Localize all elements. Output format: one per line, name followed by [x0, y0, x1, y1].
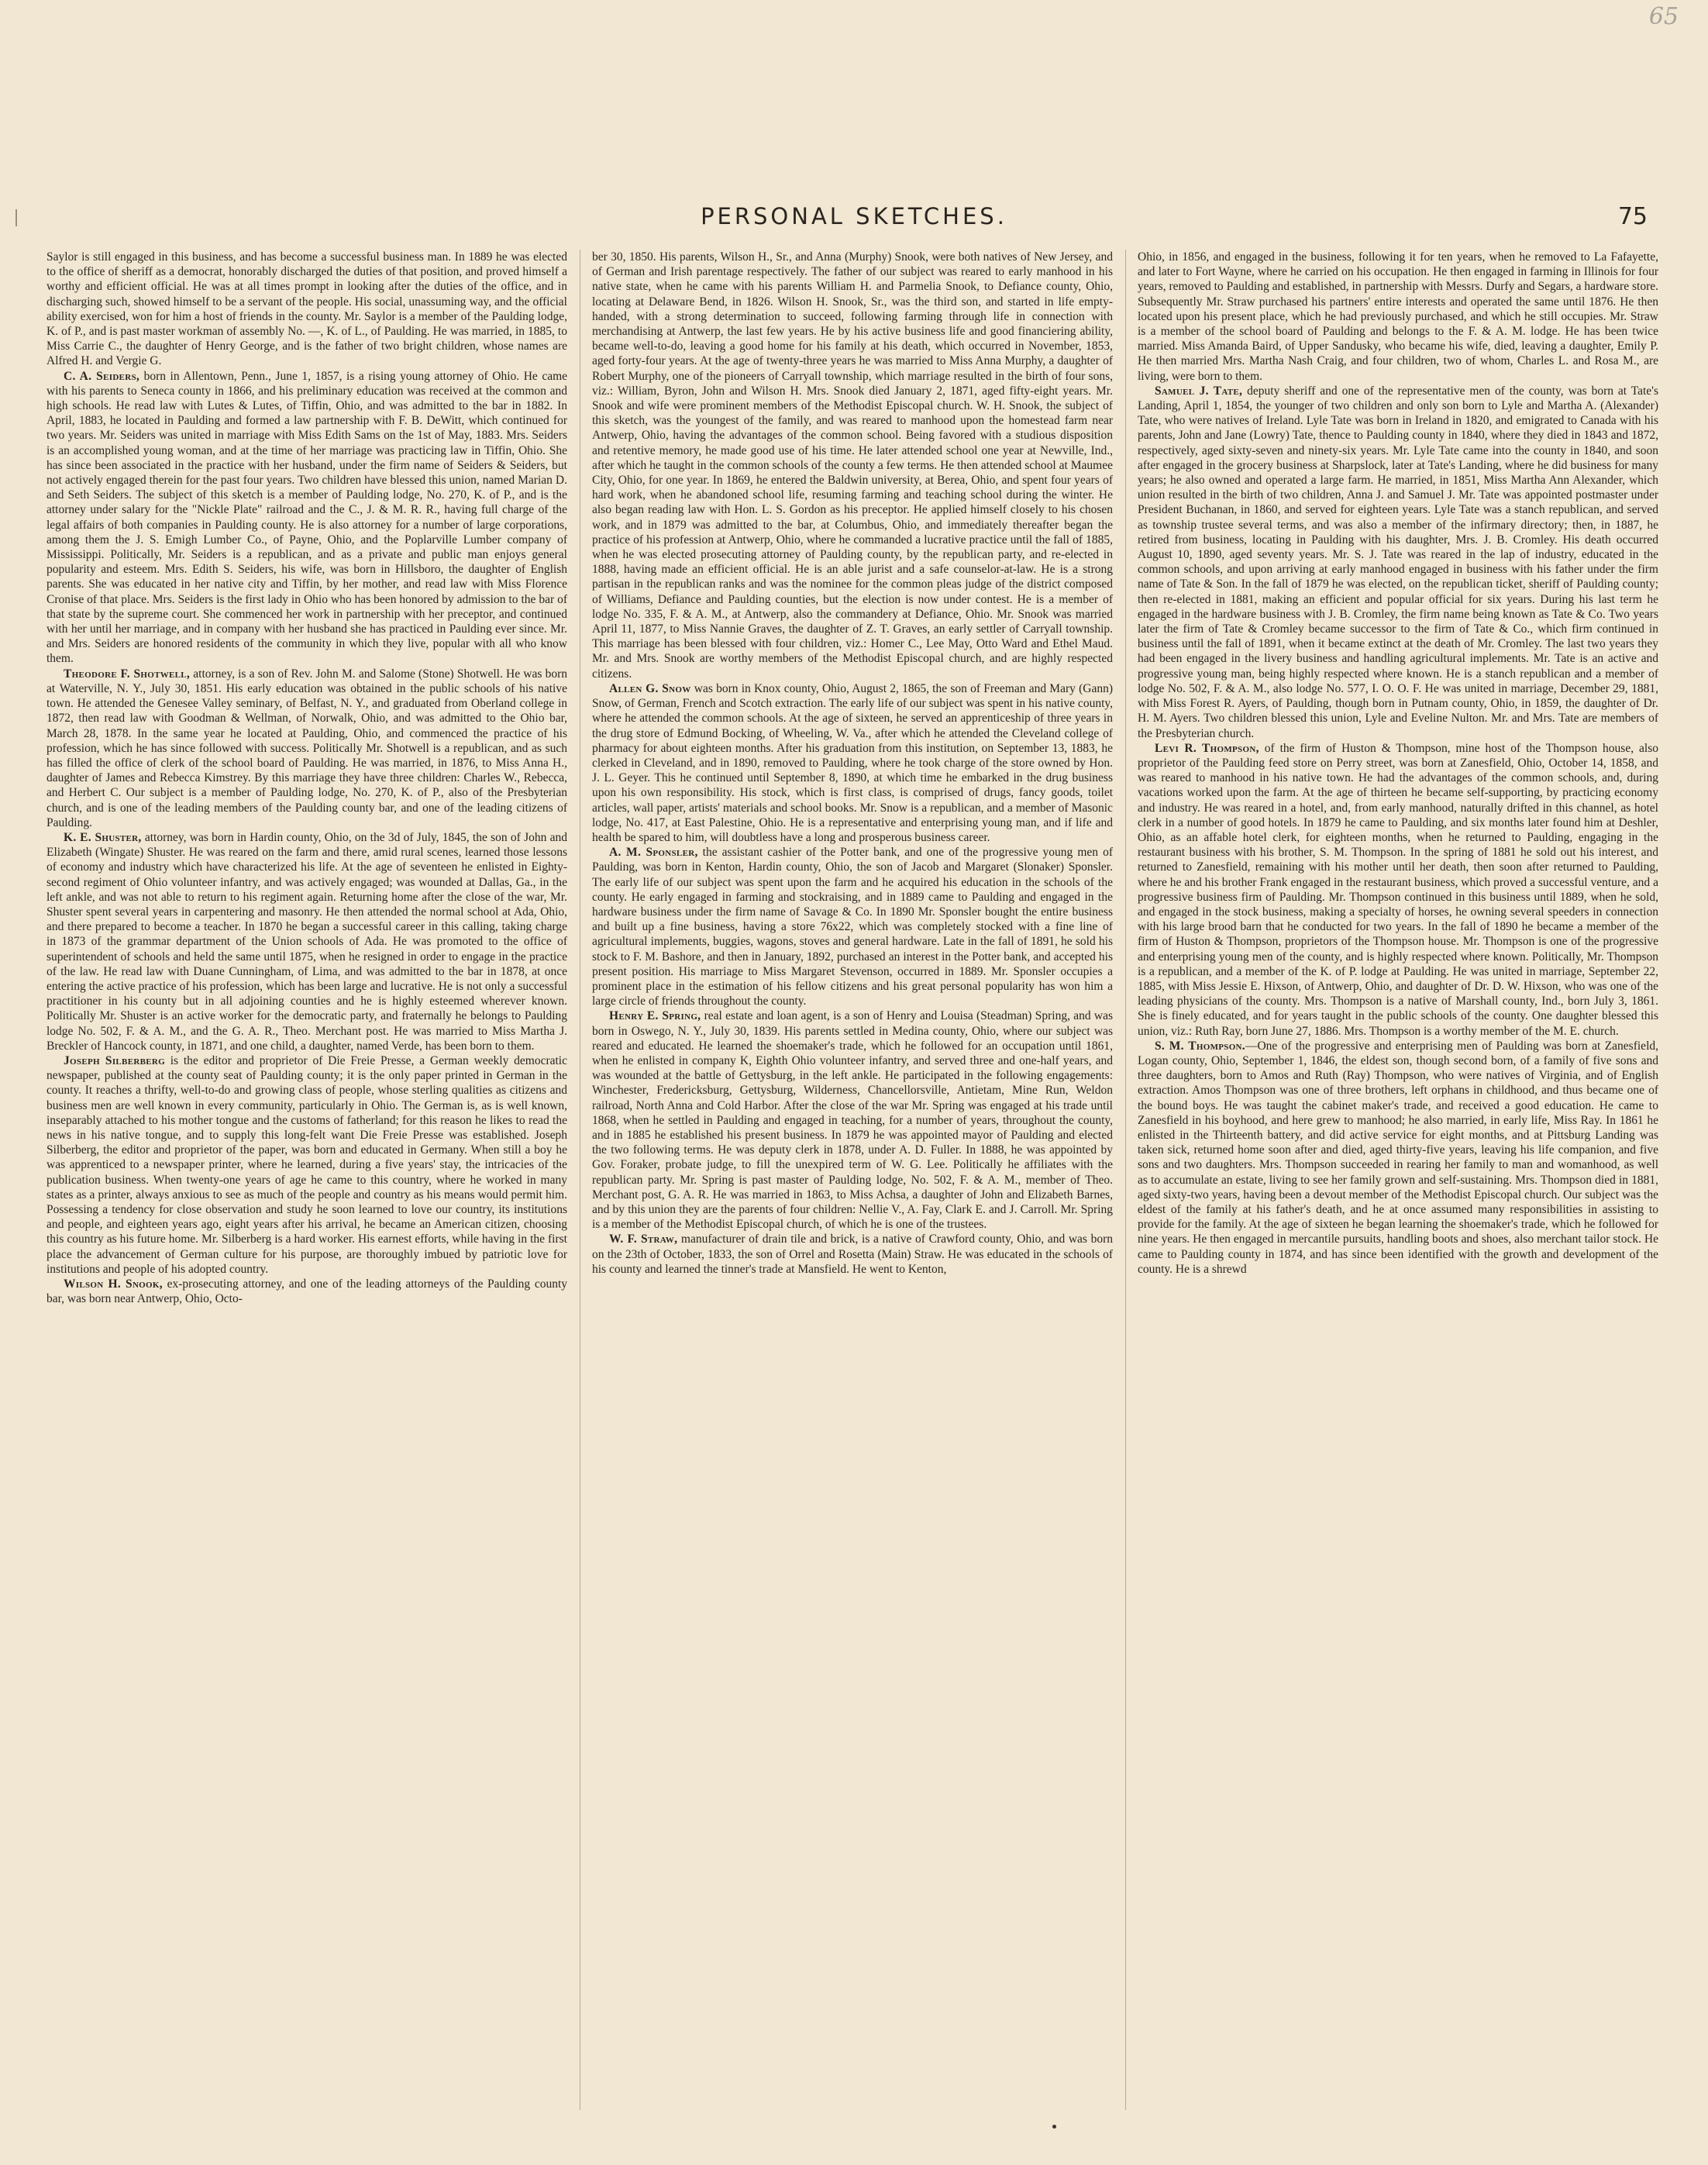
sketch-paragraph [46, 369, 567, 667]
paragraph-text: is the editor and proprietor of Die Freie Presse, a German weekly democratic newspaper, published at the county seat of Paulding county; it is the only paper printed in German in the county. It reaches a thrifty, well-to-do and growing class of people, whose sterling qualities as citizens and business men are well known in every community, particularly in Ohio. The German is, as is well known, inseparably attached to his mother tongue and the customs of fatherland; for this reason he likes to read the news in his native tongue, and to supply this long-felt want Die Freie Presse was established. Joseph Silberberg, the editor and proprietor of the paper, was born and educated in Germany. When still a boy he was apprenticed to a newspaper printer, where he learned, during a five years' stay, the intricacies of the publication business. When twenty-one years of age he came to this country, where he worked in many states as a printer, always anxious to see as much of the people and country as his means would permit him. Possessing a tendency for close observation and study he soon learned to love our country, its institutions and people, and eighteen years ago, eight years after his arrival, he became an American citizen, choosing this country as his future home. Mr. Silberberg is a hard worker. His earnest efforts, while having in the first place the advancement of German culture for his purpose, are thoroughly imbued by patriotic love for institutions and people of his adopted country. [46, 1053, 567, 1276]
paragraph-text: real estate and loan agent, is a son of Henry and Louisa (Steadman) Spring, and was born in Oswego, N. Y., July 30, 1839. His parents settled in Medina county, Ohio, where our subject was reared and educated. He learned the shoemaker's trade, which he followed for an occupation until 1861, when he enlisted in company K, Eighth Ohio volunteer infantry, and served three and one-half years, and was wounded at the battle of Gettysburg, in the left ankle. He participated in the following engagements: Winchester, Fredericksburg, Gettysburg, Wilderness, Chancellorsville, Antietam, Mine Run, Weldon railroad, North Anna and Cold Harbor. After the close of the war Mr. Spring was engaged at his trade until 1868, when he settled in Paulding and engaged in teaching, for a number of years, throughout the county, and in 1885 he established his present business. In 1879 he was appointed mayor of Paulding and elected the two following terms. He was deputy clerk in 1878, under A. D. Fuller. In 1888, he was appointed by Gov. Foraker, probate judge, to fill the unexpired term of W. G. Lee. Politically he affiliates with the republican party. Mr. Spring is past master of Paulding lodge, No. 502, F. & A. M., member of Theo. Merchant post, G. A. R. He was married in 1863, to Miss Achsa, a daughter of John and Elizabeth Barnes, and by this union they are the parents of four children: Nellie V., A. Fay, Clark E. and J. Carroll. Mr. Spring is a member of the Methodist Episcopal church, of which he is one of the trustees. [592, 1009, 1113, 1232]
sketch-paragraph [592, 1008, 1113, 1232]
text-column-2 [592, 250, 1113, 2125]
text-columns [46, 250, 1658, 2125]
page-title: PERSONAL SKETCHES. [701, 203, 1007, 229]
sketch-paragraph [46, 1053, 567, 1277]
text-column-1 [46, 250, 567, 2125]
person-name: C. A. Seiders, [64, 369, 140, 383]
sketch-paragraph [1138, 250, 1658, 384]
sketch-paragraph [46, 1277, 567, 1306]
print-dot [1052, 2125, 1056, 2129]
sketch-paragraph [1138, 1039, 1658, 1277]
sketch-paragraph [1138, 384, 1658, 741]
sketch-paragraph [46, 667, 567, 830]
paragraph-text: —One of the progressive and enterprising men of Paulding was born at Zanesfield, Logan county, Ohio, September 1, 1846, the eldest son, though second born, of a family of five sons and three daughters, born to Amos and Ruth (Ray) Thompson, who were natives of Virginia, and of English extraction. Amos Thompson was one of three brothers, left orphans in childhood, and thus became one of the bound boys. He was taught the cabinet maker's trade, and received a good education. He came to Zanesfield in his boyhood, and here grew to manhood; he also married, in early life, Miss Ray. In 1861 he enlisted in the Thirteenth battery, and did active service for eight months, and at Pittsburg Landing was taken sick, returned home soon after and died, aged thirty-five years, leaving his life companion, and five sons and two daughters. Mrs. Thompson succeeded in rearing her family to man and womanhood, as well as to accumulate an estate, living to see her family grown and self-sustaining. Mrs. Thompson died in 1881, aged sixty-two years, having been a devout member of the Methodist Episcopal church. Our subject was the eldest of the family at his father's death, and he at once assumed many responsibilities in assisting to provide for the family. At the age of sixteen he began learning the shoemaker's trade, which he followed for nine years. He then engaged in mercantile pursuits, handling boots and shoes, also merchant tailor stock. He came to Paulding county in 1874, and has since been identified with the growth and development of the county. He is a shrewd [1138, 1039, 1658, 1276]
person-name: Henry E. Spring, [609, 1009, 701, 1023]
person-name: S. M. Thompson. [1155, 1039, 1245, 1053]
page-header [46, 203, 1662, 237]
paragraph-text: born in Allentown, Penn., June 1, 1857, is a rising young attorney of Ohio. He came with his parents to Seneca county in 1866, and his preliminary education was received at the common and high schools. He read law with Lutes & Lutes, of Tiffin, Ohio, and was admitted to the bar in 1882. In April, 1883, he located in Paulding and formed a law partnership with F. B. DeWitt, which continued for two years. Mr. Seiders was united in marriage with Miss Edith Sams on the 1st of May, 1883. Mrs. Seiders is an accomplished young woman, and at the time of her marriage was practicing law in Tiffin, Ohio. She has since been associated in the practice with her husband, under the firm name of Seiders & Seiders, but not actively engaged therein for the past four years. Two children have blessed this union, named Marian D. and Seth Seiders. The subject of this sketch is a member of Paulding lodge, No. 270, K. of P., and is the attorney under salary for the "Nickle Plate" railroad and the C., J. & M. R. R., having full charge of the legal affairs of both companies in Paulding county. He is also attorney for a number of large corporations, among them the J. S. Emigh Lumber Co., of Payne, Ohio, and the Poplarville Lumber company of Mississippi. Politically, Mr. Seiders is a republican, and as a private and public man enjoys general popularity and esteem. Mrs. Edith S. Seiders, his wife, was born in Hillsboro, the daughter of English parents. She was educated in her native city and Tiffin, by her mother, and read law with Miss Florence Cronise of that place. Mrs. Seiders is the first lady in Ohio who has been honored by admission to the bar of that state by the supreme court. She commenced her work in partnership with her preceptor, and continued with her until her marriage, and in company with her husband she has practiced in Paulding ever since. Mr. and Mrs. Seiders are honored residents of the community in which they live, popular with all who know them. [46, 369, 567, 666]
person-name: A. M. Sponsler, [609, 846, 698, 860]
person-name: Theodore F. Shotwell, [64, 667, 191, 681]
page-number: 75 [1617, 203, 1648, 230]
person-name: Joseph Silberberg [64, 1053, 165, 1067]
paragraph-text: was born in Knox county, Ohio, August 2, 1865, the son of Freeman and Mary (Gann) Snow, of German, French and Scotch extraction. The early life of our subject was spent in his native county, where he attended the common schools. At the age of sixteen, he served an apprenticeship of three years in the drug store of Edmund Bocking, of Wheeling, W. Va., after which he attended the Cleveland college of pharmacy for about eighteen months. After his graduation from this institution, on September 13, 1883, he clerked in Cleveland, and in 1890, removed to Paulding, where he took charge of the store owned by Hon. J. L. Geyer. This he continued until September 8, 1890, at which time he embarked in the drug business upon his own responsibility. His stock, which is first class, is comprised of drugs, fancy goods, toilet articles, wall paper, artists' materials and school books. Mr. Snow is a republican, and a member of Masonic lodge, No. 417, at East Palestine, Ohio. He is a representative and enterprising young man, and if life and health be spared to him, will doubtless have a long and prosperous business career. [592, 681, 1113, 844]
sketch-paragraph [592, 845, 1113, 1008]
sketch-paragraph [46, 830, 567, 1053]
person-name: Levi R. Thompson, [1155, 741, 1259, 755]
paragraph-text: Ohio, in 1856, and engaged in the business, following it for ten years, when he removed to La Fafayette, and later to Fort Wayne, where he carried on his occupation. He then engaged in farming in Illinois for four years, removed to Paulding and established, in partnership with Messrs. Durfy and Segars, a hardware store. Subsequently Mr. Straw purchased his partners' entire interests and operated the same until 1876. He then located upon his present place, which he had previously purchased, and which he still occupies. Mr. Straw is a member of the school board of Paulding and belongs to the F. & A. M. lodge. He has been twice married. Miss Amanda Baird, of Upper Sandusky, who became his wife, died, leaving a daughter, Emily P. He then married Mrs. Martha Nash Craig, and four children, two of whom, Charles L. and Rosa M., are living, were born to them. [1138, 250, 1658, 383]
paragraph-text: of the firm of Huston & Thompson, mine host of the Thompson house, also proprietor of the Paulding feed store on Perry street, was born at Zanesfield, Ohio, October 14, 1858, and was reared to manhood in his native town. He had the advantages of the common schools, and, during vacations worked upon the farm. At the age of thirteen he became self-supporting, by practicing economy and industry. He was reared in a hotel, and, from early manhood, naturally drifted in this channel, as hotel clerk in a number of good hotels. In 1879 he came to Paulding, and six months later found him at Deshler, Ohio, as an affable hotel clerk, for eighteen months, when he returned to Paulding, engaging in the restaurant business with his brother, S. M. Thompson. In the spring of 1881 he sold out his interest, and returned to Zanesfield, remaining with his mother until her death, then soon after returned to Paulding, where he and his brother Frank engaged in the restaurant business, which proved a successful venture, and a progressive business firm of Paulding. Mr. Thompson continued in this business until 1889, when he sold, and engaged in the stock business, making a specialty of horses, he owning several speeders in connection with his large brood barn that he conducted for two years. In the fall of 1890 he became a member of the firm of Huston & Thompson, proprietors of the Thompson house. Mr. Thompson is one of the progressive and enterprising young men of the county, and is highly respected where known. Politically, Mr. Thompson is a republican, and a member of the K. of P. lodge at Paulding. He was united in marriage, September 22, 1885, with Miss Jessie E. Hixson, of Antwerp, Ohio, and daughter of Dr. D. W. Hixson, who was one of the leading physicians of the county. Mrs. Thompson is a native of Marshall county, Ind., born July 3, 1861. She is finely educated, and for years taught in the public schools of the county. One daughter blessed this union, viz.: Ruth Ray, born June 27, 1886. Mrs. Thompson is a worthy member of the M. E. church. [1138, 741, 1658, 1038]
paragraph-text: the assistant cashier of the Potter bank, and one of the progressive young men of Paulding, was born in Kenton, Hardin county, Ohio, the son of Jacob and Margaret (Slonaker) Sponsler. The early life of our subject was spent upon the farm and he acquired his education in the schools of the county. He early engaged in farming and stockraising, and in 1889 came to Paulding and engaged in the hardware business under the firm name of Savage & Co. In 1890 Mr. Sponsler bought the entire business and built up a fine business, having a store 76x22, which was completely stocked with a fine line of agricultural implements, buggies, wagons, stoves and general hardware. Late in the fall of 1891, he sold his stock to F. M. Bashore, and then in January, 1892, purchased an interest in the Potter bank, and accepted his present position. His marriage to Miss Margaret Stevenson, occurred in 1889. Mr. Sponsler occupies a prominent place in the estimation of his fellow citizens and his great personal popularity has won him a large circle of friends throughout the county. [592, 846, 1113, 1008]
paragraph-text: ber 30, 1850. His parents, Wilson H., Sr., and Anna (Murphy) Snook, were both natives of New Jersey, and of German and Irish parentage respectively. The father of our subject was reared to early manhood in his native state, when he came with his parents William H. and Parmelia Snook, to Defiance county, Ohio, locating at Delaware Bend, in 1826. Wilson H. Snook, Sr., was the third son, and started in life empty-handed, with a strong determination to succeed, following farming through life in connection with merchandising at Antwerp, the last few years. He by his active business life and good financiering ability, became well-to-do, leaving a good home for his family at his death, which occurred in November, 1853, aged forty-four years. At the age of twenty-three years he was married to Miss Anna Murphy, a daughter of Robert Murphy, one of the pioneers of Carryall township, which marriage resulted in the birth of four sons, viz.: William, Byron, John and Wilson H. Mrs. Snook died January 2, 1871, aged fifty-eight years. Mr. Snook and wife were prominent members of the Methodist Episcopal church. W. H. Snook, the subject of this sketch, was the youngest of the family, and was reared to manhood upon the homestead farm near Antwerp, Ohio, having the advantages of the common school. Being favored with a studious disposition and retentive memory, he made good use of his time. He later attended school one year at Newville, Ind., after which he taught in the common schools of the county a few terms. He then attended school at Maumee City, Ohio, for one year. In 1869, he entered the Baldwin university, at Berea, Ohio, and spent four years of hard work, when he abandoned school life, resuming farming and teaching school during the winter. He also began reading law with Hon. L. S. Gordon as his preceptor. He applied himself closely to his chosen work, and in 1879 was admitted to the bar, at Columbus, Ohio, and immediately thereafter began the practice of his profession at Antwerp, Ohio, where he commanded a lucrative practice until the fall of 1885, when he was elected prosecuting attorney of Paulding county, by the republican party, and re-elected in 1888, having made an efficient official. He is an able jurist and a safe counselor-at-law. He is a strong partisan in the republican ranks and was the nominee for the common pleas judge of the district composed of Williams, Defiance and Paulding counties, but the election is now under contest. He is a member of lodge No. 335, F. & A. M., at Antwerp, also the commandery at Defiance, Ohio. Mr. Snook was married April 11, 1877, to Miss Nannie Graves, the daughter of Z. T. Graves, an early settler of Carryall township. This marriage has been blessed with four children, viz.: Homer C., Lee May, Otto Ward and Ethel Maud. Mr. and Mrs. Snook are worthy members of the Methodist Episcopal church, and are highly respected citizens. [592, 250, 1113, 681]
sketch-paragraph [1138, 741, 1658, 1039]
person-name: Samuel J. Tate, [1155, 384, 1243, 398]
paragraph-text: manufacturer of drain tile and brick, is a native of Crawford county, Ohio, and was born on the 23th of October, 1833, the son of Orrel and Rosetta (Main) Straw. He was educated in the schools of his county and learned the tinner's trade at Mansfield. He went to Kenton, [592, 1232, 1113, 1276]
paragraph-text: ex-prosecuting attorney, and one of the leading attorneys of the Paulding county bar, was born near Antwerp, Ohio, Octo- [46, 1277, 567, 1306]
paragraph-text: Saylor is still engaged in this business, and has become a successful business man. In 1889 he was elected to the office of sheriff as a democrat, honorably discharged the duties of that position, and proved himself a worthy and efficient official. He was at all times prompt in looking after the duties of the office, and in discharging such, showed himself to be a servant of the people. His social, unassuming way, and the official ability exercised, won for him a host of friends in the county. Mr. Saylor is a member of the Paulding lodge, K. of P., and is past master workman of assembly No. —, K. of L., of Paulding. He was married, in 1885, to Miss Carrie C., the daughter of Henry George, and is the father of two bright children, whose names are Alfred H. and Vergie G. [46, 250, 567, 368]
pencil-page-mark: 65 [1648, 3, 1679, 30]
sketch-paragraph [592, 1232, 1113, 1277]
paragraph-text: attorney, is a son of Rev. John M. and Salome (Stone) Shotwell. He was born at Waterville, N. Y., July 30, 1851. His early education was obtained in the public schools of his native town. He attended the Genesee Valley seminary, of Belfast, N. Y., and graduated from Oberland college in 1872, then read law with Goodman & Wellman, of Norwalk, Ohio, and was admitted to the Ohio bar, March 28, 1878. In the same year he located at Paulding, Ohio, and commenced the practice of his profession, which he has since followed with success. Politically Mr. Shotwell is a republican, and as such has filled the office of clerk of the school board of Paulding. He was married, in 1876, to Miss Anna H., daughter of James and Rebecca Kimstrey. By this marriage they have three children: Charles W., Rebecca, and Herbert C. Our subject is a member of Paulding lodge, No. 270, K. of P., also of the Presbyterian church, and is one of the leading members of the Paulding county bar, and one of the leading citizens of Paulding. [46, 667, 567, 829]
paragraph-text: attorney, was born in Hardin county, Ohio, on the 3d of July, 1845, the son of John and Elizabeth (Wingate) Shuster. He was reared on the farm and there, amid rural scenes, learned those lessons of economy and industry which have characterized his life. At the age of seventeen he enlisted in Eighty-second regiment of Ohio volunteer infantry, and was actively engaged; was wounded at Dallas, Ga., in the left ankle, and was not able to return to his regiment again. Returning home after the close of the war, Mr. Shuster spent several years in carpentering and masonry. He then attended the normal school at Ada, Ohio, and there prepared to become a teacher. In 1870 he began a successful career in this calling, taking charge in 1873 of the grammar department of the Union schools of Ada. He was promoted to the office of superintendent of schools and held the same until 1875, when he resigned in order to engage in the practice of the law. He read law with Duane Cunningham, of Lima, and was admitted to the bar in 1878, at once entering the active practice of his profession, which has been large and lucrative. He is not only a successful practitioner in his county but in all adjoining counties and he is highly esteemed wherever known. Politically Mr. Shuster is an active worker for the democratic party, and fraternally he belongs to Paulding lodge No. 502, F. & A. M., and the G. A. R., Theo. Merchant post. He was married to Miss Martha J. Breckler of Hancock county, in 1871, and one child, a daughter, named Verde, has been born to them. [46, 830, 567, 1053]
person-name: W. F. Straw, [609, 1232, 678, 1246]
person-name: Allen G. Snow [609, 681, 691, 695]
sketch-paragraph [46, 250, 567, 369]
paragraph-text: deputy sheriff and one of the representative men of the county, was born at Tate's Landing, April 1, 1854, the younger of two children and only son born to Lyle and Martha A. (Alexander) Tate, who were natives of Ireland. Lyle Tate was born in Ireland in 1820, and emigrated to Canada with his parents, John and Jane (Lowry) Tate, thence to Paulding county in 1840, where they died in 1843 and 1872, respectively, aged sixty-seven and ninety-six years. Mr. Lyle Tate came into the county in 1840, and soon after engaged in the grocery business at Sharpslock, later at Tate's Landing, where he did business for many years; he also owned and operated a large farm. He married, in 1851, Miss Martha Ann Alexander, which union resulted in the birth of two children, Anna J. and Samuel J. Mr. Tate was appointed postmaster under President Buchanan, in 1860, and served for eighteen years. Lyle Tate was a stanch republican, and served as township trustee several terms, and was also a member of the infirmary directory; then, in 1887, he retired from business, locating in Paulding with his daughter, Mrs. J. B. Cromley. His death occurred August 10, 1890, aged seventy years. Mr. S. J. Tate was reared in the lap of industry, educated in the common schools, and upon arriving at early manhood engaged in business with his father under the firm name of Tate & Son. In the fall of 1879 he was elected, on the republican ticket, sheriff of Paulding county; then re-elected in 1881, making an efficient and popular official for six years. During his last term he engaged in the hardware business with J. B. Cromley, the firm name being known as Tate & Co. Two years later the firm of Tate & Cromley became successor to the firm of Tate & Co., which firm continued in business until the fall of 1891, when it became extinct at the death of Mr. Cromley. The last two years they had been engaged in the livery business and handling agricultural implements. Mr. Tate is an active and progressive young man, being highly respected where known. He is a stanch republican and a member of lodge No. 502, F. & A. M., also lodge No. 577, I. O. O. F. He was united in marriage, December 29, 1881, with Miss Forest R. Ayers, of Paulding, though born in Putnam county, Ohio, in 1859, the daughter of Dr. H. M. Ayers. Two children blessed this union, Lyle and Eveline Nulton. Mr. and Mrs. Tate are members of the Presbyterian church. [1138, 384, 1658, 740]
sketch-paragraph [592, 250, 1113, 681]
column-divider [1125, 250, 1126, 2110]
margin-mark [15, 209, 17, 226]
text-column-3 [1138, 250, 1658, 2125]
sketch-paragraph [592, 681, 1113, 845]
person-name: K. E. Shuster, [64, 830, 142, 844]
person-name: Wilson H. Snook, [64, 1277, 163, 1291]
